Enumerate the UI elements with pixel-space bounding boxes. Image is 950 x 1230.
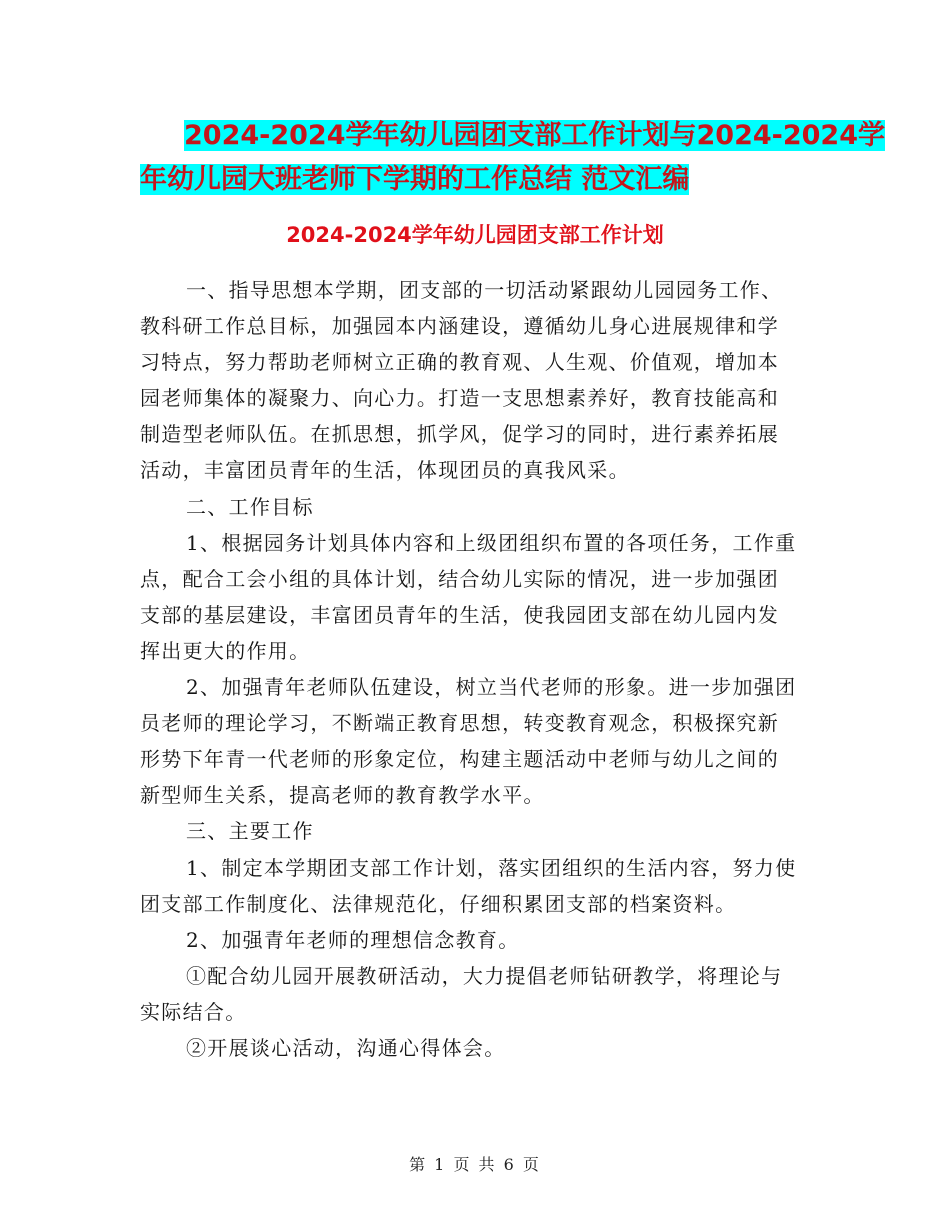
section-heading: 2024-2024学年幼儿园团支部工作计划 — [286, 223, 664, 247]
title-line-1 — [140, 114, 885, 158]
title-line-2 — [140, 158, 820, 202]
body-line: 习特点，努力帮助老师树立正确的教育观、人生观、价值观，增加本 — [140, 350, 779, 375]
body-line: 挥出更大的作用。 — [140, 638, 311, 663]
body-line: 1、根据园务计划具体内容和上级团组织布置的各项任务，工作重 — [186, 530, 797, 555]
body-line: ①配合幼儿园开展教研活动，大力提倡老师钻研教学，将理论与 — [186, 963, 783, 988]
body-line: 形势下年青一代老师的形象定位，构建主题活动中老师与幼儿之间的 — [140, 747, 779, 772]
body-line: 1、制定本学期团支部工作计划，落实团组织的生活内容，努力使 — [186, 855, 797, 880]
title-highlight-1: 2024-2024学年幼儿园团支部工作计划与2024-2024学 — [184, 120, 885, 151]
body-line: ②开展谈心活动，沟通心得体会。 — [186, 1035, 506, 1060]
body-line: 制造型老师队伍。在抓思想，抓学风，促学习的同时，进行素养拓展 — [140, 422, 779, 447]
body-line: 新型师生关系，提高老师的教育教学水平。 — [140, 783, 545, 808]
body-line: 团支部工作制度化、法律规范化，仔细积累团支部的档案资料。 — [140, 891, 737, 916]
page-number: 第 1 页 共 6 页 — [409, 1155, 541, 1174]
body-line: 支部的基层建设，丰富团员青年的生活，使我园团支部在幼儿园内发 — [140, 602, 779, 627]
body-line: 员老师的理论学习，不断端正教育思想，转变教育观念，积极探究新 — [140, 711, 779, 736]
body-line: 园老师集体的凝聚力、向心力。打造一支思想素养好，教育技能高和 — [140, 386, 779, 411]
document-title — [140, 114, 885, 202]
title-highlight-2: 年幼儿园大班老师下学期的工作总结 范文汇编 — [140, 164, 690, 195]
body-line: 2、加强青年老师队伍建设，树立当代老师的形象。进一步加强团 — [186, 675, 797, 700]
body-line: 教科研工作总目标，加强园本内涵建设，遵循幼儿身心进展规律和学 — [140, 314, 779, 339]
section-heading-main-work: 三、主要工作 — [186, 819, 314, 844]
body-line: 2、加强青年老师的理想信念教育。 — [186, 927, 520, 952]
document-body — [140, 272, 816, 1066]
body-line: 一、指导思想本学期，团支部的一切活动紧跟幼儿园园务工作、 — [186, 278, 783, 302]
section-heading-work-goals: 二、工作目标 — [186, 494, 314, 519]
body-line: 实际结合。 — [140, 999, 247, 1024]
body-line: 点，配合工会小组的具体计划，结合幼儿实际的情况，进一步加强团 — [140, 566, 779, 591]
body-line: 活动，丰富团员青年的生活，体现团员的真我风采。 — [140, 458, 630, 483]
